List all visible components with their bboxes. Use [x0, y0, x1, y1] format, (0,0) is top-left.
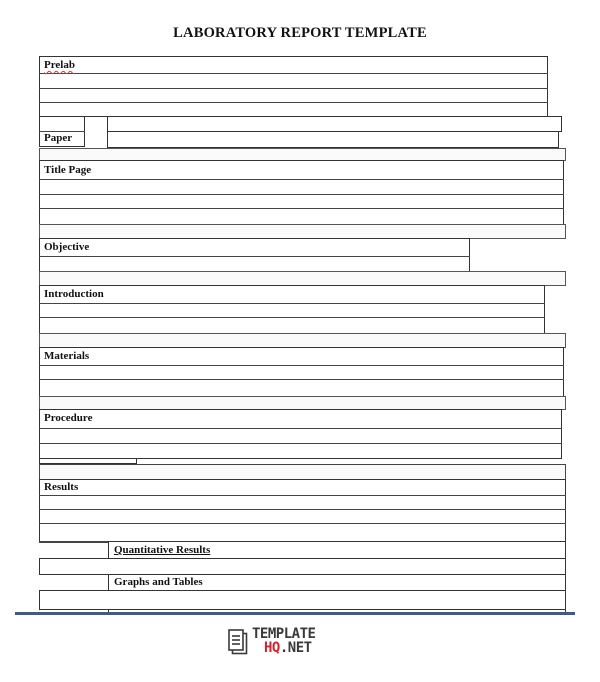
results-row-divider [39, 523, 566, 524]
objective-table [39, 238, 470, 272]
procedure-row-divider [39, 443, 562, 444]
quantitative-results-label: Quantitative Results [114, 544, 211, 556]
document-stack-icon [228, 629, 248, 655]
title-page-row-divider [39, 194, 564, 195]
logo-text-domain [264, 641, 312, 655]
prelab-label: Prelab [44, 59, 75, 71]
templatehq-logo [228, 627, 338, 659]
spacer-row [39, 333, 566, 348]
title-page-label: Title Page [44, 164, 92, 176]
procedure-label: Procedure [44, 412, 93, 424]
objective-row-divider [39, 256, 470, 257]
title-page-table [39, 160, 564, 225]
prelab-table [39, 56, 548, 117]
introduction-table [39, 285, 545, 334]
materials-table [39, 347, 564, 397]
prelab-row-divider [39, 88, 548, 89]
title-page-row-divider [39, 208, 564, 209]
materials-label: Materials [44, 350, 90, 362]
results-row-divider [39, 495, 566, 496]
introduction-row-divider [39, 303, 545, 304]
spacer-row [39, 271, 566, 286]
spacer-row [39, 396, 566, 410]
graphs-and-tables-field[interactable] [39, 590, 566, 610]
materials-row-divider [39, 365, 564, 366]
graphs-and-tables-label: Graphs and Tables [114, 576, 203, 588]
introduction-row-divider [39, 317, 545, 318]
quantitative-results-field[interactable] [39, 558, 566, 575]
paper-field-top[interactable] [107, 116, 562, 132]
title-page-row-divider [39, 179, 564, 180]
objective-label: Objective [44, 241, 90, 253]
materials-row-divider [39, 379, 564, 380]
introduction-label: Introduction [44, 288, 104, 300]
paper-label: Paper [44, 132, 73, 144]
paper-field-bottom[interactable] [107, 131, 559, 148]
results-row-divider [39, 509, 566, 510]
document-title: LABORATORY REPORT TEMPLATE [173, 25, 427, 41]
spacer-row [39, 464, 566, 480]
logo-text-hq: HQ [264, 640, 280, 656]
logo-text-template: TEMPLATE [252, 626, 316, 642]
procedure-table [39, 409, 562, 459]
spacer-row [39, 224, 566, 239]
prelab-row-divider [39, 102, 548, 103]
prelab-row-divider [39, 73, 548, 74]
results-table [39, 479, 566, 542]
procedure-row-divider [39, 428, 562, 429]
logo-text-net: .NET [279, 640, 312, 656]
results-label: Results [44, 481, 79, 493]
